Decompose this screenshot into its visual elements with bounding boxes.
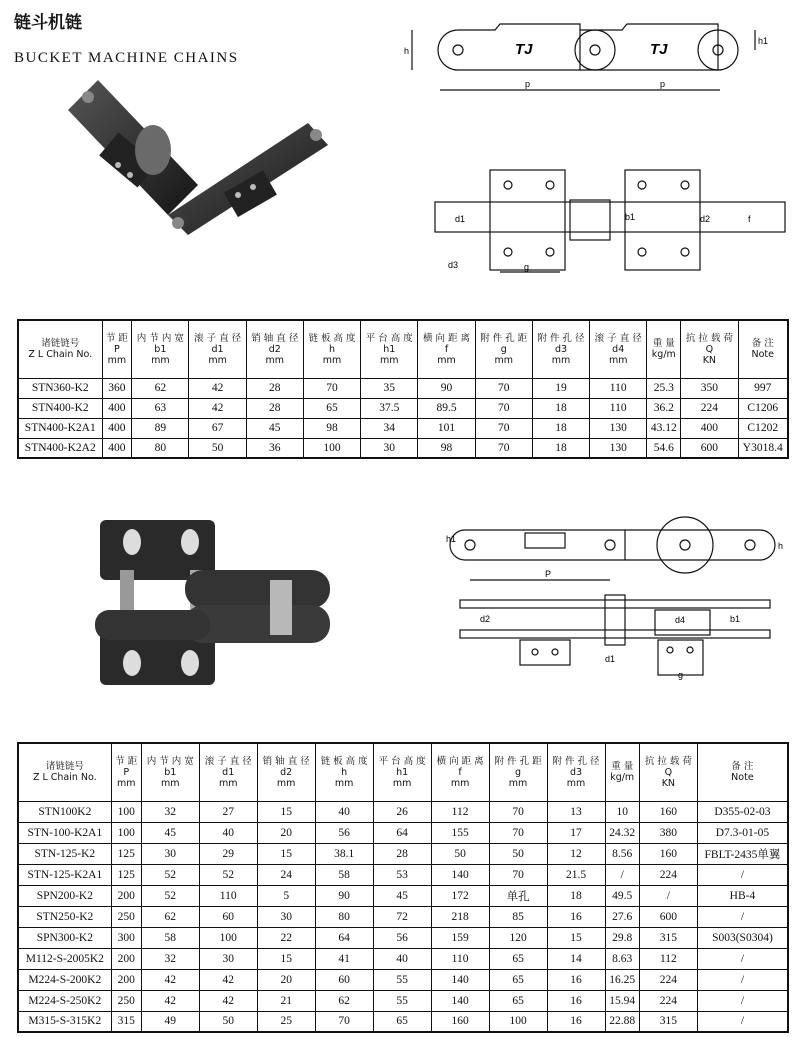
table-cell: 89.5 bbox=[418, 398, 475, 418]
table-cell: C1206 bbox=[738, 398, 788, 418]
header-cell: 附 件 孔 距 g mm bbox=[489, 743, 547, 801]
table-cell: 16 bbox=[547, 990, 605, 1011]
table-cell: 21.5 bbox=[547, 864, 605, 885]
table-cell: 41 bbox=[315, 948, 373, 969]
table-cell: 63 bbox=[132, 398, 189, 418]
table-row bbox=[18, 378, 788, 398]
table-cell: 52 bbox=[141, 864, 199, 885]
header-cell: 滚 子 直 径 d4 mm bbox=[590, 320, 647, 378]
table-cell: 224 bbox=[681, 398, 738, 418]
table-row bbox=[18, 418, 788, 438]
table-cell: 140 bbox=[431, 969, 489, 990]
diagram-top-view bbox=[400, 160, 790, 280]
table-row bbox=[18, 906, 788, 927]
page-title-en: BUCKET MACHINE CHAINS bbox=[14, 50, 239, 66]
table-cell: 15 bbox=[547, 927, 605, 948]
table-cell: 40 bbox=[373, 948, 431, 969]
table-cell: 400 bbox=[102, 398, 132, 418]
label-h: h bbox=[404, 46, 410, 56]
header-cell: 横 向 距 离 f mm bbox=[418, 320, 475, 378]
table-row bbox=[18, 969, 788, 990]
table-cell: 56 bbox=[373, 927, 431, 948]
table-cell: 18 bbox=[532, 438, 589, 458]
table-cell: 100 bbox=[199, 927, 257, 948]
header-cell: 销 轴 直 径 d2 mm bbox=[246, 320, 303, 378]
table-cell: FBLT-2435单翼 bbox=[697, 843, 788, 864]
table-cell: 38.1 bbox=[315, 843, 373, 864]
table-header-row bbox=[18, 743, 788, 801]
table-cell: 70 bbox=[475, 418, 532, 438]
table-cell: 350 bbox=[681, 378, 738, 398]
chain-number-cell: STN100K2 bbox=[18, 801, 111, 822]
table-cell: 200 bbox=[111, 948, 141, 969]
table-cell: 15.94 bbox=[605, 990, 639, 1011]
header-cell: 链 板 高 度 h mm bbox=[303, 320, 360, 378]
label-d2-b: d2 bbox=[480, 614, 491, 624]
table-cell: 16 bbox=[547, 969, 605, 990]
table-cell: 90 bbox=[418, 378, 475, 398]
chain-number-cell: STN400-K2 bbox=[18, 398, 102, 418]
table-cell: 52 bbox=[141, 885, 199, 906]
table-cell: 32 bbox=[141, 801, 199, 822]
spec-table-1 bbox=[17, 319, 789, 459]
table-cell: 72 bbox=[373, 906, 431, 927]
table-cell: 112 bbox=[431, 801, 489, 822]
table-cell: 224 bbox=[639, 969, 697, 990]
header-cell: 销 轴 直 径 d2 mm bbox=[257, 743, 315, 801]
label-g: g bbox=[524, 262, 530, 272]
table-cell: 19 bbox=[532, 378, 589, 398]
table-cell: 14 bbox=[547, 948, 605, 969]
table-cell: 110 bbox=[590, 398, 647, 418]
table-cell: 50 bbox=[199, 1011, 257, 1032]
label-f: f bbox=[748, 214, 751, 224]
diagram-top-view-2 bbox=[430, 590, 790, 685]
label-g-b: g bbox=[678, 670, 684, 680]
label-P-b: P bbox=[545, 569, 552, 579]
table-cell: 17 bbox=[547, 822, 605, 843]
table-cell: 28 bbox=[246, 398, 303, 418]
table-cell: 110 bbox=[199, 885, 257, 906]
table-cell: 125 bbox=[111, 843, 141, 864]
table-cell: 315 bbox=[639, 1011, 697, 1032]
header-cell: 节 距 P mm bbox=[111, 743, 141, 801]
table-cell: 64 bbox=[373, 822, 431, 843]
table-cell: 130 bbox=[590, 418, 647, 438]
table-cell: 98 bbox=[303, 418, 360, 438]
table-cell: 85 bbox=[489, 906, 547, 927]
chain-number-cell: M224-S-250K2 bbox=[18, 990, 111, 1011]
header-cell: 附 件 孔 径 d3 mm bbox=[532, 320, 589, 378]
table-cell: 29.8 bbox=[605, 927, 639, 948]
table-cell: 250 bbox=[111, 990, 141, 1011]
table-cell: 45 bbox=[373, 885, 431, 906]
table-cell: 100 bbox=[303, 438, 360, 458]
table-cell: / bbox=[639, 885, 697, 906]
table-cell: 62 bbox=[141, 906, 199, 927]
table-cell: 60 bbox=[315, 969, 373, 990]
table-cell: 35 bbox=[361, 378, 418, 398]
table-cell: 42 bbox=[189, 378, 246, 398]
table-cell: 50 bbox=[189, 438, 246, 458]
table-cell: 56 bbox=[315, 822, 373, 843]
table-cell: 140 bbox=[431, 864, 489, 885]
table-cell: 15 bbox=[257, 801, 315, 822]
label-b1: b1 bbox=[625, 212, 636, 222]
table-cell: 15 bbox=[257, 948, 315, 969]
table-cell: 36 bbox=[246, 438, 303, 458]
table-cell: 224 bbox=[639, 990, 697, 1011]
label-d1: d1 bbox=[455, 214, 466, 224]
table-row bbox=[18, 990, 788, 1011]
table-cell: 25 bbox=[257, 1011, 315, 1032]
table-cell: / bbox=[697, 1011, 788, 1032]
table-cell: 600 bbox=[681, 438, 738, 458]
chain-number-cell: STN360-K2 bbox=[18, 378, 102, 398]
header-cell: 内 节 内 宽 b1 mm bbox=[132, 320, 189, 378]
table-cell: / bbox=[697, 864, 788, 885]
table-cell: 160 bbox=[431, 1011, 489, 1032]
table-row bbox=[18, 948, 788, 969]
table-cell: 21 bbox=[257, 990, 315, 1011]
header-cell: 重 量 kg/m bbox=[647, 320, 681, 378]
header-cell: 链 板 高 度 h mm bbox=[315, 743, 373, 801]
label-d1-b: d1 bbox=[605, 654, 616, 664]
table-cell: 380 bbox=[639, 822, 697, 843]
table-cell: D355-02-03 bbox=[697, 801, 788, 822]
table-cell: 24.32 bbox=[605, 822, 639, 843]
chain-number-cell: STN400-K2A1 bbox=[18, 418, 102, 438]
table-cell: 70 bbox=[475, 378, 532, 398]
table-cell: 70 bbox=[489, 801, 547, 822]
table-cell: 70 bbox=[489, 822, 547, 843]
table-cell: 5 bbox=[257, 885, 315, 906]
table-row bbox=[18, 438, 788, 458]
table-cell: 315 bbox=[111, 1011, 141, 1032]
label-h1-b: h1 bbox=[446, 534, 457, 544]
header-cell: 诸链链号 Z L Chain No. bbox=[18, 743, 111, 801]
label-h1: h1 bbox=[758, 36, 769, 46]
table-cell: 55 bbox=[373, 990, 431, 1011]
table-row bbox=[18, 398, 788, 418]
header-cell: 平 台 高 度 h1 mm bbox=[361, 320, 418, 378]
table-cell: 12 bbox=[547, 843, 605, 864]
table-cell: 30 bbox=[257, 906, 315, 927]
table-cell: 315 bbox=[639, 927, 697, 948]
table-cell: 22.88 bbox=[605, 1011, 639, 1032]
label-p-2: p bbox=[660, 79, 666, 89]
table-cell: 70 bbox=[489, 864, 547, 885]
label-tj-1: TJ bbox=[515, 41, 533, 58]
table-cell: 80 bbox=[132, 438, 189, 458]
table-cell: 49 bbox=[141, 1011, 199, 1032]
table-cell: 53 bbox=[373, 864, 431, 885]
table-cell: 16 bbox=[547, 1011, 605, 1032]
table-cell: 140 bbox=[431, 990, 489, 1011]
header-cell: 横 向 距 离 f mm bbox=[431, 743, 489, 801]
header-cell: 备 注 Note bbox=[738, 320, 788, 378]
label-b1-b: b1 bbox=[730, 614, 741, 624]
table-cell: 58 bbox=[141, 927, 199, 948]
label-d4-b: d4 bbox=[675, 615, 686, 625]
table-cell: 42 bbox=[189, 398, 246, 418]
table-cell: 20 bbox=[257, 969, 315, 990]
table-cell: 22 bbox=[257, 927, 315, 948]
header-cell: 平 台 高 度 h1 mm bbox=[373, 743, 431, 801]
table-cell: 18 bbox=[532, 418, 589, 438]
table-cell: 43.12 bbox=[647, 418, 681, 438]
header-cell: 诸链链号 Z L Chain No. bbox=[18, 320, 102, 378]
table-cell: 70 bbox=[475, 438, 532, 458]
table-cell: 400 bbox=[681, 418, 738, 438]
table-cell: 70 bbox=[315, 1011, 373, 1032]
table-cell: 58 bbox=[315, 864, 373, 885]
table-cell: 62 bbox=[132, 378, 189, 398]
header-cell: 抗 拉 载 荷 Q KN bbox=[639, 743, 697, 801]
table-cell: 10 bbox=[605, 801, 639, 822]
table-cell: S003(S0304) bbox=[697, 927, 788, 948]
table-cell: 24 bbox=[257, 864, 315, 885]
table-cell: 100 bbox=[489, 1011, 547, 1032]
table-cell: 42 bbox=[199, 969, 257, 990]
table-cell: 300 bbox=[111, 927, 141, 948]
table-cell: 172 bbox=[431, 885, 489, 906]
table-cell: 70 bbox=[303, 378, 360, 398]
table-cell: 27 bbox=[199, 801, 257, 822]
table-cell: 101 bbox=[418, 418, 475, 438]
table-row bbox=[18, 885, 788, 906]
table-cell: 30 bbox=[141, 843, 199, 864]
table-cell: 997 bbox=[738, 378, 788, 398]
table-cell: 125 bbox=[111, 864, 141, 885]
diagram-side-view-tj bbox=[400, 10, 790, 105]
label-p-1: p bbox=[525, 79, 531, 89]
table-cell: 98 bbox=[418, 438, 475, 458]
table-cell: 8.63 bbox=[605, 948, 639, 969]
table-cell: 62 bbox=[315, 990, 373, 1011]
chain-number-cell: M224-S-200K2 bbox=[18, 969, 111, 990]
table-cell: 224 bbox=[639, 864, 697, 885]
table-cell: 65 bbox=[489, 990, 547, 1011]
table-cell: 26 bbox=[373, 801, 431, 822]
table-cell: 28 bbox=[373, 843, 431, 864]
table-cell: 45 bbox=[246, 418, 303, 438]
header-cell: 重 量 kg/m bbox=[605, 743, 639, 801]
label-h-b: h bbox=[778, 541, 784, 551]
table-cell: 600 bbox=[639, 906, 697, 927]
table-cell: 8.56 bbox=[605, 843, 639, 864]
table-cell: 32 bbox=[141, 948, 199, 969]
header-cell: 备 注 Note bbox=[697, 743, 788, 801]
table-cell: 218 bbox=[431, 906, 489, 927]
header-cell: 节 距 P mm bbox=[102, 320, 132, 378]
table-row bbox=[18, 927, 788, 948]
table-row bbox=[18, 864, 788, 885]
page-title-cn: 链斗机链 bbox=[14, 13, 82, 33]
table-cell: 50 bbox=[489, 843, 547, 864]
table-row bbox=[18, 822, 788, 843]
table-cell: 120 bbox=[489, 927, 547, 948]
table-cell: 40 bbox=[199, 822, 257, 843]
table-cell: 50 bbox=[431, 843, 489, 864]
table-cell: 18 bbox=[532, 398, 589, 418]
table-cell: 65 bbox=[489, 948, 547, 969]
chain-number-cell: STN-125-K2 bbox=[18, 843, 111, 864]
table-cell: 65 bbox=[303, 398, 360, 418]
table-cell: D7.3-01-05 bbox=[697, 822, 788, 843]
chain-photo-angled bbox=[58, 75, 338, 245]
table-cell: 130 bbox=[590, 438, 647, 458]
chain-number-cell: M315-S-315K2 bbox=[18, 1011, 111, 1032]
table-cell: 159 bbox=[431, 927, 489, 948]
table-cell: / bbox=[697, 948, 788, 969]
table-header-row bbox=[18, 320, 788, 378]
table-cell: 18 bbox=[547, 885, 605, 906]
table-cell: 49.5 bbox=[605, 885, 639, 906]
table-cell: 30 bbox=[361, 438, 418, 458]
table-row bbox=[18, 843, 788, 864]
header-cell: 抗 拉 载 荷 Q KN bbox=[681, 320, 738, 378]
table-cell: 42 bbox=[141, 990, 199, 1011]
table-cell: 67 bbox=[189, 418, 246, 438]
chain-number-cell: STN250-K2 bbox=[18, 906, 111, 927]
diagram-side-view-2 bbox=[430, 505, 790, 590]
table-cell: 54.6 bbox=[647, 438, 681, 458]
table-cell: 16.25 bbox=[605, 969, 639, 990]
table-cell: 110 bbox=[590, 378, 647, 398]
table-row bbox=[18, 1011, 788, 1032]
table-cell: 400 bbox=[102, 418, 132, 438]
label-d3: d3 bbox=[448, 260, 459, 270]
table-cell: 110 bbox=[431, 948, 489, 969]
label-d2: d2 bbox=[700, 214, 711, 224]
table-cell: 360 bbox=[102, 378, 132, 398]
table-cell: 28 bbox=[246, 378, 303, 398]
table-cell: 80 bbox=[315, 906, 373, 927]
table-cell: 15 bbox=[257, 843, 315, 864]
table-cell: / bbox=[697, 969, 788, 990]
table-cell: / bbox=[605, 864, 639, 885]
header-cell: 滚 子 直 径 d1 mm bbox=[199, 743, 257, 801]
table-cell: Y3018.4 bbox=[738, 438, 788, 458]
table-cell: 25.3 bbox=[647, 378, 681, 398]
chain-number-cell: STN-125-K2A1 bbox=[18, 864, 111, 885]
table-cell: HB-4 bbox=[697, 885, 788, 906]
table-cell: 29 bbox=[199, 843, 257, 864]
header-cell: 滚 子 直 径 d1 mm bbox=[189, 320, 246, 378]
table-cell: 400 bbox=[102, 438, 132, 458]
chain-number-cell: M112-S-2005K2 bbox=[18, 948, 111, 969]
table-cell: 42 bbox=[199, 990, 257, 1011]
table-cell: 13 bbox=[547, 801, 605, 822]
header-cell: 附 件 孔 径 d3 mm bbox=[547, 743, 605, 801]
table-cell: 37.5 bbox=[361, 398, 418, 418]
table-cell: 45 bbox=[141, 822, 199, 843]
table-cell: / bbox=[697, 990, 788, 1011]
table-cell: 250 bbox=[111, 906, 141, 927]
table-cell: 200 bbox=[111, 885, 141, 906]
chain-number-cell: STN-100-K2A1 bbox=[18, 822, 111, 843]
table-cell: 20 bbox=[257, 822, 315, 843]
table-cell: 34 bbox=[361, 418, 418, 438]
table-cell: 16 bbox=[547, 906, 605, 927]
table-cell: 89 bbox=[132, 418, 189, 438]
table-row bbox=[18, 801, 788, 822]
chain-number-cell: SPN200-K2 bbox=[18, 885, 111, 906]
table-cell: 52 bbox=[199, 864, 257, 885]
table-cell: / bbox=[697, 906, 788, 927]
table-cell: 60 bbox=[199, 906, 257, 927]
table-cell: 30 bbox=[199, 948, 257, 969]
table-cell: 112 bbox=[639, 948, 697, 969]
table-cell: 155 bbox=[431, 822, 489, 843]
table-cell: 64 bbox=[315, 927, 373, 948]
label-tj-2: TJ bbox=[650, 41, 668, 58]
table-cell: 100 bbox=[111, 801, 141, 822]
table-cell: 70 bbox=[475, 398, 532, 418]
table-cell: C1202 bbox=[738, 418, 788, 438]
table-cell: 90 bbox=[315, 885, 373, 906]
header-cell: 附 件 孔 距 g mm bbox=[475, 320, 532, 378]
table-cell: 36.2 bbox=[647, 398, 681, 418]
header-cell: 内 节 内 宽 b1 mm bbox=[141, 743, 199, 801]
table-cell: 200 bbox=[111, 969, 141, 990]
table-cell: 单孔 bbox=[489, 885, 547, 906]
chain-photo-straight bbox=[90, 510, 335, 690]
table-cell: 160 bbox=[639, 801, 697, 822]
table-cell: 65 bbox=[373, 1011, 431, 1032]
table-cell: 55 bbox=[373, 969, 431, 990]
table-cell: 40 bbox=[315, 801, 373, 822]
table-cell: 65 bbox=[489, 969, 547, 990]
chain-number-cell: SPN300-K2 bbox=[18, 927, 111, 948]
table-cell: 100 bbox=[111, 822, 141, 843]
table-cell: 42 bbox=[141, 969, 199, 990]
table-cell: 27.6 bbox=[605, 906, 639, 927]
spec-table-2 bbox=[17, 742, 789, 1033]
table-cell: 160 bbox=[639, 843, 697, 864]
chain-number-cell: STN400-K2A2 bbox=[18, 438, 102, 458]
